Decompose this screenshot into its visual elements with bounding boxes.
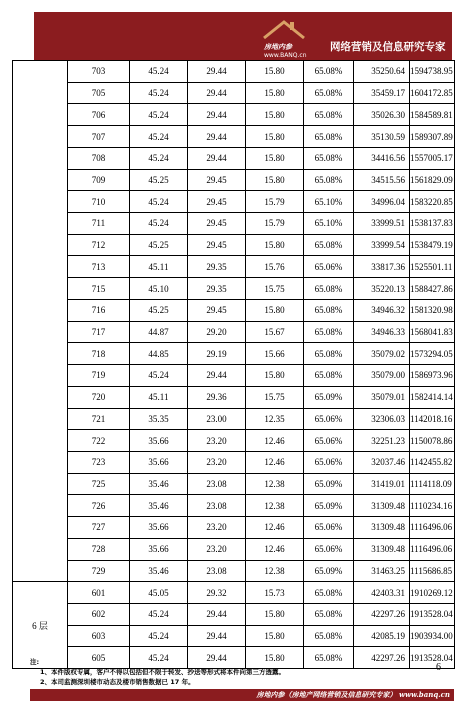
cell-unit: 720 <box>68 386 130 408</box>
footer-note-1: 1、本件版权专属，客户不得以包括但不限于转发、抄送等形式将本件向第三方透露。 <box>40 668 286 676</box>
cell-shared: 15.80 <box>246 126 304 148</box>
cell-unit: 725 <box>68 473 130 495</box>
cell-ratio: 65.08% <box>304 126 354 148</box>
cell-ratio: 65.10% <box>304 191 354 213</box>
cell-inner: 29.44 <box>188 625 246 647</box>
cell-shared: 15.80 <box>246 299 304 321</box>
cell-price: 33817.36 <box>354 256 410 278</box>
cell-area: 35.66 <box>130 430 188 452</box>
cell-price: 35250.64 <box>354 61 410 83</box>
cell-shared: 15.80 <box>246 365 304 387</box>
table-row <box>13 126 455 148</box>
cell-total: 1581320.98 <box>410 299 455 321</box>
cell-unit: 723 <box>68 451 130 473</box>
footer-notes <box>30 657 454 687</box>
cell-shared: 12.35 <box>246 408 304 430</box>
cell-price: 42297.26 <box>354 647 410 669</box>
cell-inner: 29.44 <box>188 365 246 387</box>
table-row <box>13 495 455 517</box>
cell-ratio: 65.08% <box>304 234 354 256</box>
cell-unit: 706 <box>68 104 130 126</box>
cell-price: 35079.02 <box>354 343 410 365</box>
cell-inner: 29.44 <box>188 61 246 83</box>
cell-inner: 29.44 <box>188 647 246 669</box>
cell-inner: 29.36 <box>188 386 246 408</box>
cell-unit: 722 <box>68 430 130 452</box>
cell-price: 31309.48 <box>354 517 410 539</box>
cell-shared: 15.80 <box>246 603 304 625</box>
cell-price: 31309.48 <box>354 495 410 517</box>
cell-price: 35026.30 <box>354 104 410 126</box>
cell-area: 44.87 <box>130 321 188 343</box>
cell-area: 45.25 <box>130 169 188 191</box>
cell-ratio: 65.06% <box>304 538 354 560</box>
cell-total: 1142018.16 <box>410 408 455 430</box>
cell-price: 34946.32 <box>354 299 410 321</box>
cell-area: 35.46 <box>130 473 188 495</box>
cell-price: 35130.59 <box>354 126 410 148</box>
table-row <box>13 256 455 278</box>
cell-ratio: 65.08% <box>304 582 354 604</box>
cell-ratio: 65.08% <box>304 603 354 625</box>
cell-shared: 15.79 <box>246 213 304 235</box>
cell-shared: 15.73 <box>246 582 304 604</box>
cell-unit: 712 <box>68 234 130 256</box>
table-row <box>13 603 455 625</box>
cell-unit: 703 <box>68 61 130 83</box>
cell-total: 1913528.04 <box>410 603 455 625</box>
table-row <box>13 147 455 169</box>
cell-price: 42403.31 <box>354 582 410 604</box>
cell-unit: 709 <box>68 169 130 191</box>
cell-total: 1114118.09 <box>410 473 455 495</box>
cell-shared: 12.46 <box>246 451 304 473</box>
cell-price: 31419.01 <box>354 473 410 495</box>
cell-price: 35459.17 <box>354 82 410 104</box>
cell-shared: 12.38 <box>246 473 304 495</box>
cell-total: 1538137.83 <box>410 213 455 235</box>
cell-price: 34515.56 <box>354 169 410 191</box>
cell-inner: 29.32 <box>188 582 246 604</box>
cell-area: 45.11 <box>130 256 188 278</box>
cell-area: 45.10 <box>130 278 188 300</box>
cell-ratio: 65.08% <box>304 299 354 321</box>
cell-price: 32037.46 <box>354 451 410 473</box>
table-row <box>13 213 455 235</box>
cell-area: 45.24 <box>130 104 188 126</box>
cell-inner: 29.20 <box>188 321 246 343</box>
table-row <box>13 299 455 321</box>
cell-shared: 15.79 <box>246 191 304 213</box>
logo-url-text: www.BANQ.cn <box>264 52 307 59</box>
table-row <box>13 278 455 300</box>
cell-unit: 717 <box>68 321 130 343</box>
cell-price: 35079.01 <box>354 386 410 408</box>
cell-area: 44.85 <box>130 343 188 365</box>
cell-area: 35.66 <box>130 451 188 473</box>
cell-shared: 15.66 <box>246 343 304 365</box>
cell-ratio: 65.06% <box>304 408 354 430</box>
cell-area: 45.24 <box>130 191 188 213</box>
floor-cell-7 <box>13 61 68 582</box>
cell-area: 35.46 <box>130 560 188 582</box>
cell-total: 1583220.85 <box>410 191 455 213</box>
cell-area: 45.24 <box>130 603 188 625</box>
cell-total: 1538479.19 <box>410 234 455 256</box>
cell-ratio: 65.06% <box>304 451 354 473</box>
cell-inner: 29.45 <box>188 169 246 191</box>
cell-ratio: 65.08% <box>304 147 354 169</box>
cell-ratio: 65.08% <box>304 343 354 365</box>
cell-ratio: 65.08% <box>304 321 354 343</box>
cell-inner: 23.00 <box>188 408 246 430</box>
cell-inner: 29.45 <box>188 299 246 321</box>
cell-area: 45.05 <box>130 582 188 604</box>
cell-price: 31309.48 <box>354 538 410 560</box>
cell-inner: 23.08 <box>188 560 246 582</box>
header-title: 网络营销及信息研究专家 <box>330 41 446 53</box>
table-row <box>13 343 455 365</box>
cell-shared: 12.46 <box>246 538 304 560</box>
cell-area: 45.24 <box>130 625 188 647</box>
cell-inner: 23.20 <box>188 451 246 473</box>
cell-shared: 15.80 <box>246 234 304 256</box>
cell-shared: 12.46 <box>246 517 304 539</box>
logo-brand-text: 房地内参 <box>264 42 292 51</box>
cell-area: 45.24 <box>130 82 188 104</box>
cell-total: 1910269.12 <box>410 582 455 604</box>
cell-total: 1561829.09 <box>410 169 455 191</box>
cell-shared: 15.76 <box>246 256 304 278</box>
cell-area: 35.35 <box>130 408 188 430</box>
cell-ratio: 65.09% <box>304 386 354 408</box>
cell-price: 31463.25 <box>354 560 410 582</box>
cell-unit: 708 <box>68 147 130 169</box>
cell-shared: 12.46 <box>246 430 304 452</box>
cell-price: 34416.56 <box>354 147 410 169</box>
cell-unit: 710 <box>68 191 130 213</box>
cell-unit: 707 <box>68 126 130 148</box>
cell-ratio: 65.08% <box>304 647 354 669</box>
cell-unit: 705 <box>68 82 130 104</box>
cell-ratio: 65.06% <box>304 430 354 452</box>
cell-shared: 15.80 <box>246 104 304 126</box>
cell-unit: 713 <box>68 256 130 278</box>
cell-price: 34946.33 <box>354 321 410 343</box>
cell-inner: 29.35 <box>188 256 246 278</box>
cell-area: 35.66 <box>130 538 188 560</box>
cell-inner: 23.20 <box>188 430 246 452</box>
cell-inner: 23.20 <box>188 538 246 560</box>
cell-shared: 12.38 <box>246 495 304 517</box>
cell-shared: 15.80 <box>246 647 304 669</box>
cell-inner: 29.45 <box>188 191 246 213</box>
cell-area: 45.24 <box>130 61 188 83</box>
cell-inner: 29.45 <box>188 234 246 256</box>
table-row <box>13 61 455 83</box>
cell-ratio: 65.08% <box>304 61 354 83</box>
cell-area: 45.24 <box>130 365 188 387</box>
cell-ratio: 65.09% <box>304 495 354 517</box>
cell-unit: 726 <box>68 495 130 517</box>
cell-shared: 15.80 <box>246 625 304 647</box>
cell-total: 1604172.85 <box>410 82 455 104</box>
cell-total: 1573294.05 <box>410 343 455 365</box>
cell-ratio: 65.10% <box>304 213 354 235</box>
cell-price: 33999.51 <box>354 213 410 235</box>
cell-area: 45.24 <box>130 647 188 669</box>
cell-inner: 23.08 <box>188 495 246 517</box>
cell-shared: 15.75 <box>246 278 304 300</box>
table-row <box>13 82 455 104</box>
cell-unit: 711 <box>68 213 130 235</box>
table-row <box>13 234 455 256</box>
cell-price: 34996.04 <box>354 191 410 213</box>
cell-shared: 15.75 <box>246 386 304 408</box>
cell-total: 1150078.86 <box>410 430 455 452</box>
cell-inner: 29.44 <box>188 603 246 625</box>
table-row <box>13 169 455 191</box>
footer-brand-bar: 房地内参（房地产网络营销及信息研究专家） www.banq.cn <box>30 689 454 701</box>
cell-total: 1594738.95 <box>410 61 455 83</box>
table-row <box>13 408 455 430</box>
cell-ratio: 65.08% <box>304 169 354 191</box>
table-row <box>13 430 455 452</box>
cell-price: 32306.03 <box>354 408 410 430</box>
cell-total: 1116496.06 <box>410 517 455 539</box>
table-row <box>13 560 455 582</box>
cell-shared: 15.67 <box>246 321 304 343</box>
page-number: 6 <box>436 662 441 673</box>
cell-inner: 29.45 <box>188 213 246 235</box>
cell-ratio: 65.09% <box>304 560 354 582</box>
cell-inner: 29.44 <box>188 147 246 169</box>
cell-ratio: 65.06% <box>304 256 354 278</box>
footer-note-label: 注: <box>30 658 40 666</box>
cell-area: 45.24 <box>130 213 188 235</box>
cell-unit: 605 <box>68 647 130 669</box>
cell-ratio: 65.08% <box>304 625 354 647</box>
table-row <box>13 386 455 408</box>
cell-unit: 729 <box>68 560 130 582</box>
page-header <box>34 12 452 60</box>
cell-area: 35.66 <box>130 517 188 539</box>
cell-area: 45.24 <box>130 126 188 148</box>
cell-shared: 15.80 <box>246 147 304 169</box>
cell-unit: 728 <box>68 538 130 560</box>
table-row <box>13 451 455 473</box>
cell-total: 1589307.89 <box>410 126 455 148</box>
cell-price: 42085.19 <box>354 625 410 647</box>
cell-total: 1913528.04 <box>410 647 455 669</box>
cell-inner: 29.19 <box>188 343 246 365</box>
cell-shared: 15.80 <box>246 169 304 191</box>
cell-shared: 15.80 <box>246 82 304 104</box>
cell-shared: 15.80 <box>246 61 304 83</box>
table-row <box>13 365 455 387</box>
table-row <box>13 538 455 560</box>
cell-total: 1586973.96 <box>410 365 455 387</box>
cell-ratio: 65.08% <box>304 278 354 300</box>
table-row <box>13 321 455 343</box>
cell-total: 1588427.86 <box>410 278 455 300</box>
cell-area: 45.24 <box>130 147 188 169</box>
cell-inner: 29.35 <box>188 278 246 300</box>
table-row <box>13 582 455 604</box>
sales-table <box>12 60 455 669</box>
cell-ratio: 65.08% <box>304 104 354 126</box>
cell-total: 1525501.11 <box>410 256 455 278</box>
cell-unit: 715 <box>68 278 130 300</box>
sales-table-wrap <box>12 60 454 669</box>
table-row <box>13 473 455 495</box>
cell-total: 1584589.81 <box>410 104 455 126</box>
cell-unit: 601 <box>68 582 130 604</box>
cell-unit: 603 <box>68 625 130 647</box>
cell-price: 35220.13 <box>354 278 410 300</box>
cell-area: 45.11 <box>130 386 188 408</box>
cell-unit: 602 <box>68 603 130 625</box>
cell-area: 45.25 <box>130 299 188 321</box>
cell-inner: 23.20 <box>188 517 246 539</box>
cell-area: 35.46 <box>130 495 188 517</box>
cell-unit: 727 <box>68 517 130 539</box>
cell-price: 32251.23 <box>354 430 410 452</box>
cell-total: 1557005.17 <box>410 147 455 169</box>
cell-total: 1903934.00 <box>410 625 455 647</box>
cell-ratio: 65.09% <box>304 473 354 495</box>
cell-ratio: 65.06% <box>304 517 354 539</box>
cell-total: 1115686.85 <box>410 560 455 582</box>
table-row <box>13 104 455 126</box>
cell-total: 1582414.14 <box>410 386 455 408</box>
table-row <box>13 191 455 213</box>
cell-price: 35079.00 <box>354 365 410 387</box>
footer-note-2: 2、本司监测深圳楼市动态及楼市销售数据已 17 年。 <box>40 678 195 686</box>
cell-unit: 718 <box>68 343 130 365</box>
table-row <box>13 625 455 647</box>
cell-area: 45.25 <box>130 234 188 256</box>
cell-inner: 29.44 <box>188 82 246 104</box>
cell-total: 1110234.16 <box>410 495 455 517</box>
cell-inner: 29.44 <box>188 104 246 126</box>
cell-shared: 12.38 <box>246 560 304 582</box>
floor-cell-6: 6 层 <box>13 582 68 669</box>
cell-total: 1142455.82 <box>410 451 455 473</box>
cell-unit: 719 <box>68 365 130 387</box>
cell-price: 42297.26 <box>354 603 410 625</box>
cell-unit: 716 <box>68 299 130 321</box>
cell-total: 1568041.83 <box>410 321 455 343</box>
cell-unit: 721 <box>68 408 130 430</box>
cell-price: 33999.54 <box>354 234 410 256</box>
cell-total: 1116496.06 <box>410 538 455 560</box>
table-row <box>13 517 455 539</box>
sales-table-body <box>13 61 455 669</box>
cell-inner: 29.44 <box>188 126 246 148</box>
cell-ratio: 65.08% <box>304 365 354 387</box>
cell-ratio: 65.08% <box>304 82 354 104</box>
cell-inner: 23.08 <box>188 473 246 495</box>
